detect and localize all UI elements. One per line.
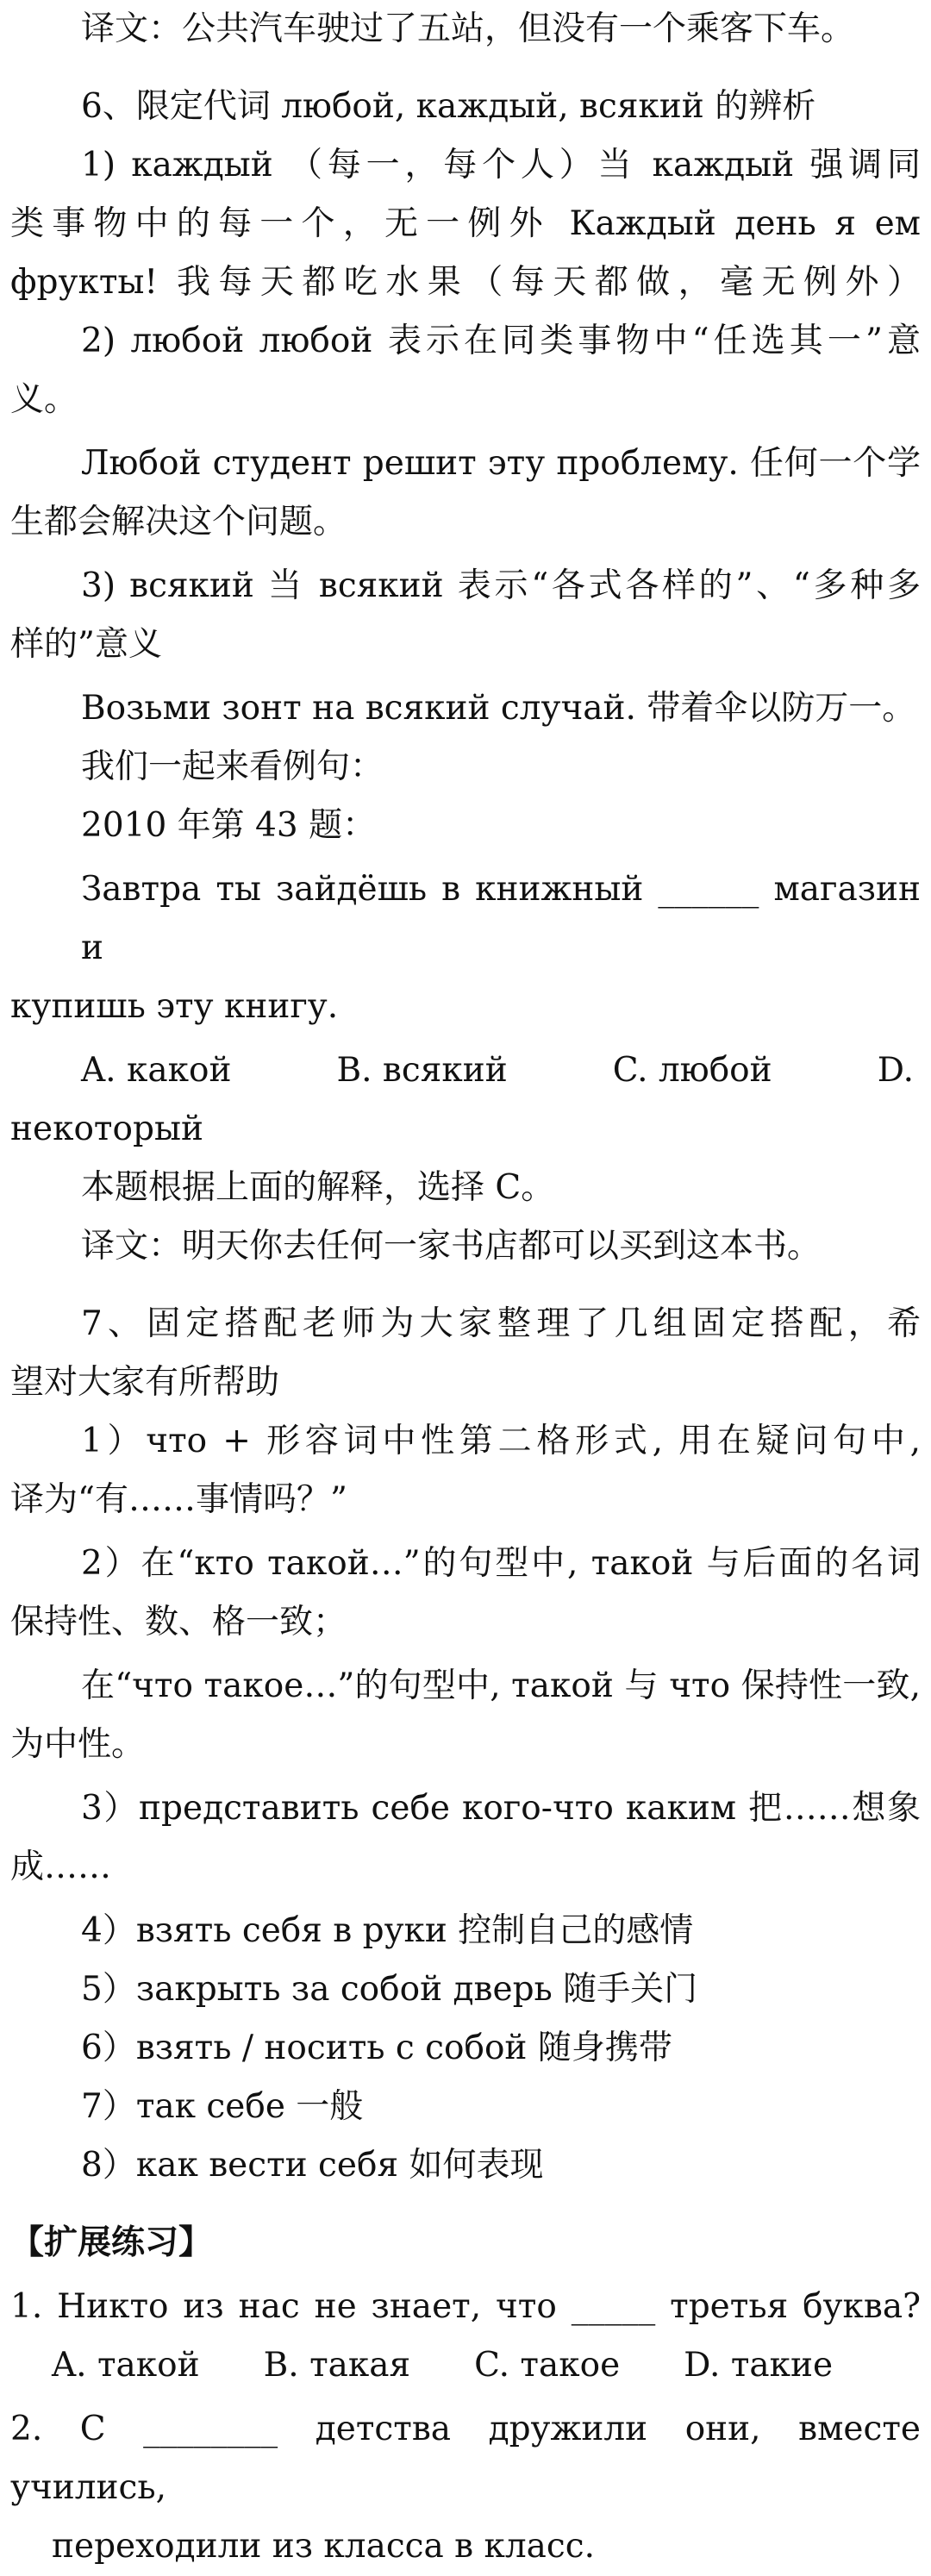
example-intro: 我们一起来看例句： xyxy=(81,747,384,786)
option-a: A. какой xyxy=(81,1051,232,1090)
kazhdy-line-1: 1) каждый （每一，每个人）当 каждый 强调同 xyxy=(81,146,921,184)
phrase-5: 5）закрыть за собой дверь 随手关门 xyxy=(81,1970,698,2009)
exercise-2-question-2: переходили из класса в класс. xyxy=(52,2527,595,2566)
question-options xyxy=(10,1041,921,1100)
option-d: D. xyxy=(877,1051,914,1090)
section-6-title: 6、限定代词 любой, каждый, всякий 的辨析 xyxy=(81,87,816,126)
exercise-1-option-b: B. такая xyxy=(263,2346,411,2385)
exercise-1-option-d: D. такие xyxy=(684,2346,834,2385)
phrase-7: 7）так себе 一般 xyxy=(81,2087,364,2126)
phrase-3-line-1: 3）представить себе кого-что каким 把……想象 xyxy=(81,1789,921,1828)
phrase-2-line-4: 为中性。 xyxy=(10,1725,146,1764)
translation-line-1: 译文：公共汽车驶过了五站，但没有一个乘客下车。 xyxy=(81,9,855,48)
exercise-1-option-c: C. такое xyxy=(474,2346,621,2385)
lyuboy-line-2: 义。 xyxy=(10,380,78,419)
question-2010-43: 2010 年第 43 题： xyxy=(81,806,377,845)
kazhdy-line-3: фрукты! 我每天都吃水果（每天都做，毫无例外） xyxy=(10,263,921,302)
lyuboy-example-1: Любой студент решит эту проблему. 任何一个学 xyxy=(81,444,921,483)
exercise-2-question-1: 2. С ________ детства дружили они, вместе учились, xyxy=(10,2410,921,2507)
phrase-2-line-1: 2）在“кто такой…”的句型中, такой 与后面的名词 xyxy=(81,1544,921,1583)
lyuboy-example-2: 生都会解决这个问题。 xyxy=(10,503,347,541)
vsyaky-line-1: 3) всякий 当 всякий 表示“各式各样的”、“多种多 xyxy=(81,566,921,605)
exercise-1-options xyxy=(10,2336,921,2395)
phrase-3-line-2: 成…… xyxy=(10,1848,112,1886)
vsyaky-example: Возьми зонт на всякий случай. 带着伞以防万一。 xyxy=(81,689,916,728)
question-sentence-2: купишь эту книгу. xyxy=(10,987,339,1026)
section-7-title-1: 7、固定搭配老师为大家整理了几组固定搭配，希 xyxy=(81,1304,921,1343)
phrase-1-line-1: 1）что + 形容词中性第二格形式, 用在疑问句中, xyxy=(81,1422,921,1460)
phrase-6: 6）взять / носить с собой 随身携带 xyxy=(81,2029,672,2067)
option-b: B. всякий xyxy=(336,1051,508,1090)
phrase-2-line-3: 在“что такое…”的句型中, такой 与 что 保持性一致, xyxy=(81,1666,921,1705)
option-d-text: некоторый xyxy=(10,1110,203,1148)
question-sentence-1: Завтра ты зайдёшь в книжный ______ магазин и xyxy=(81,870,921,967)
answer-translation: 译文：明天你去任何一家书店都可以买到这本书。 xyxy=(81,1227,822,1266)
exercise-1-question: 1. Никто из нас не знает, что _____ третья буква? xyxy=(10,2287,921,2326)
exercise-heading: 【扩展练习】 xyxy=(10,2223,213,2262)
section-7-title-2: 望对大家有所帮助 xyxy=(10,1363,280,1402)
phrase-1-line-2: 译为“有……事情吗？” xyxy=(10,1480,347,1519)
kazhdy-line-2: 类事物中的每一个，无一例外 Каждый день я ем xyxy=(10,204,921,243)
exercise-1-option-a: A. такой xyxy=(52,2346,200,2385)
option-c: C. любой xyxy=(612,1051,772,1090)
phrase-2-line-2: 保持性、数、格一致； xyxy=(10,1603,347,1641)
phrase-4: 4）взять себя в руки 控制自己的感情 xyxy=(81,1911,694,1950)
phrase-8: 8）как вести себя 如何表现 xyxy=(81,2146,544,2185)
lyuboy-line-1: 2) любой любой 表示在同类事物中“任选其一”意 xyxy=(81,322,921,360)
vsyaky-line-2: 样的”意义 xyxy=(10,625,162,664)
answer-explanation: 本题根据上面的解释，选择 C。 xyxy=(81,1168,555,1207)
